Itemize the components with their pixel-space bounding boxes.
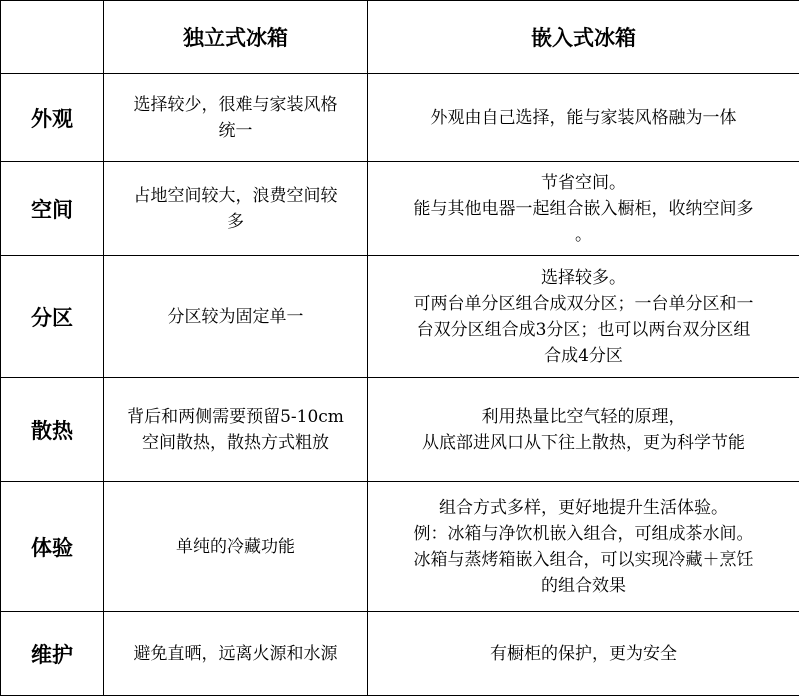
row-label-space: 空间 xyxy=(1,162,104,256)
cell-text-line: 能与其他电器一起组合嵌入橱柜，收纳空间多 xyxy=(413,198,754,219)
cell-text-line: 外观由自己选择，能与家装风格融为一体 xyxy=(430,107,737,128)
standalone-maintenance-cell xyxy=(104,612,368,696)
built-in-experience-cell xyxy=(368,482,799,612)
cell-text-line: 节省空间。 xyxy=(541,172,626,193)
table-row-experience xyxy=(1,482,799,612)
table-row-zones xyxy=(1,256,799,378)
cell-text-line: 空间散热，散热方式粗放 xyxy=(142,432,329,453)
header-corner-cell xyxy=(1,1,104,74)
row-label-appearance: 外观 xyxy=(1,74,104,162)
cell-text-line: 冰箱与蒸烤箱嵌入组合，可以实现冷藏＋烹饪 xyxy=(413,549,754,570)
row-label-zones: 分区 xyxy=(1,256,104,378)
standalone-experience-cell xyxy=(104,482,368,612)
table-row-space xyxy=(1,162,799,256)
standalone-heat-cell xyxy=(104,378,368,482)
standalone-space-cell xyxy=(104,162,368,256)
cell-text-line: 有橱柜的保护，更为安全 xyxy=(490,643,677,664)
cell-text-line: 占地空间较大，浪费空间较 xyxy=(133,185,338,206)
header-standalone-fridge: 独立式冰箱 xyxy=(104,1,368,74)
cell-text-line: 可两台单分区组合成双分区；一台单分区和一 xyxy=(413,293,754,314)
row-label-experience: 体验 xyxy=(1,482,104,612)
built-in-heat-cell xyxy=(368,378,799,482)
row-label-maintenance: 维护 xyxy=(1,612,104,696)
cell-text-line: 单纯的冷藏功能 xyxy=(176,536,295,557)
table-header-row xyxy=(1,1,799,74)
cell-text-line: 避免直晒，远离火源和水源 xyxy=(133,643,338,664)
built-in-space-cell xyxy=(368,162,799,256)
cell-text-line: 合成4分区 xyxy=(544,345,623,366)
table-row-heat-dissipation xyxy=(1,378,799,482)
built-in-appearance-cell xyxy=(368,74,799,162)
cell-text-line: 背后和两侧需要预留5-10cm xyxy=(127,406,344,427)
cell-text-line: 分区较为固定单一 xyxy=(167,306,304,327)
cell-text-line: 多 xyxy=(227,211,244,232)
cell-text-line: 统一 xyxy=(218,120,253,141)
built-in-zones-cell xyxy=(368,256,799,378)
built-in-maintenance-cell xyxy=(368,612,799,696)
standalone-appearance-cell xyxy=(104,74,368,162)
table-row-appearance xyxy=(1,74,799,162)
cell-text-line: 例：冰箱与净饮机嵌入组合，可组成茶水间。 xyxy=(413,523,754,544)
row-label-heat-dissipation: 散热 xyxy=(1,378,104,482)
cell-text-line: 利用热量比空气轻的原理， xyxy=(481,406,686,427)
cell-text-line: 组合方式多样，更好地提升生活体验。 xyxy=(439,497,728,518)
header-built-in-fridge: 嵌入式冰箱 xyxy=(368,1,799,74)
table-row-maintenance xyxy=(1,612,799,696)
cell-text-line: 台双分区组合成3分区；也可以两台双分区组 xyxy=(416,319,751,340)
cell-text-line: 选择较多。 xyxy=(541,267,626,288)
cell-text-line: 从底部进风口从下往上散热，更为科学节能 xyxy=(422,432,745,453)
cell-text-line: 选择较少，很难与家装风格 xyxy=(133,94,338,115)
cell-text-line: 。 xyxy=(575,224,592,245)
standalone-zones-cell xyxy=(104,256,368,378)
cell-text-line: 的组合效果 xyxy=(541,575,626,596)
